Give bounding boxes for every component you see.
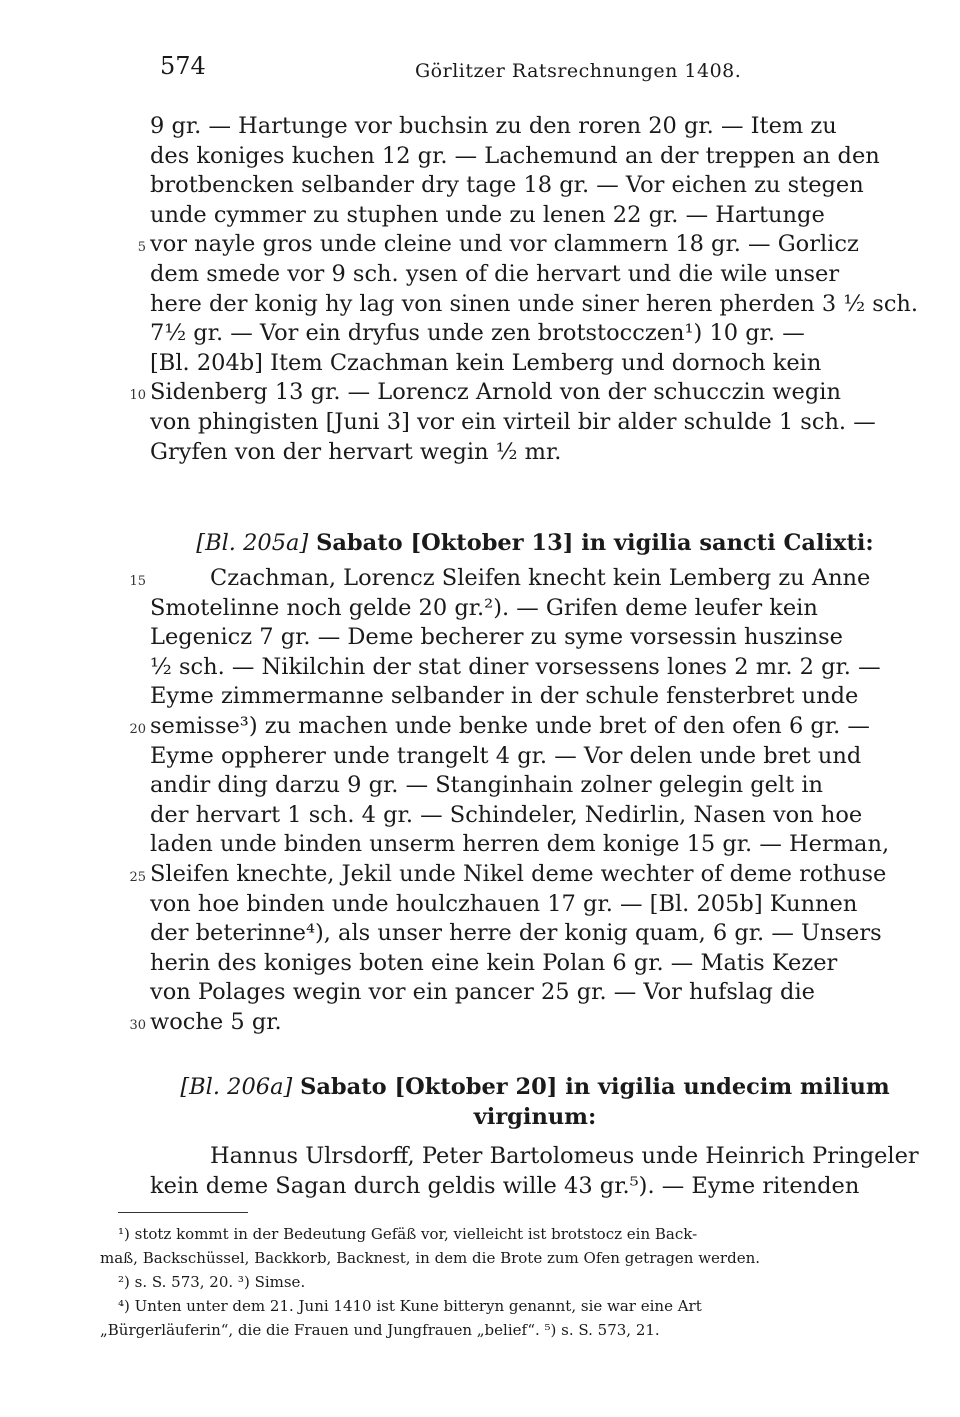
text-line (150, 349, 920, 379)
line-text: des koniges kuchen 12 gr. — Lachemund an der treppen an den (150, 142, 880, 169)
line-text: vor nayle gros unde cleine und vor clammern 18 gr. — Gorlicz (150, 231, 859, 258)
text-line (150, 438, 920, 468)
line-number: 20 (129, 721, 146, 737)
text-line (150, 830, 920, 860)
line-text: [Bl. 204b] Item Czachman kein Lemberg und dornoch kein (150, 349, 822, 376)
text-line (150, 594, 920, 624)
line-text: Czachman, Lorencz Sleifen knecht kein Lemberg zu Anne (210, 565, 871, 591)
text-line (150, 290, 920, 320)
line-text: Legenicz 7 gr. — Deme becherer zu syme vorsessin huszinse (150, 624, 843, 651)
page-header (160, 52, 900, 92)
folio-reference: [Bl. 206a] (180, 1074, 293, 1100)
line-text: von Polages wegin vor ein pancer 25 gr. — Vor hufslag die (150, 979, 815, 1006)
line-text: semisse³) zu machen unde benke unde bret of den ofen 6 gr. — (150, 712, 870, 739)
line-text: unde cymmer zu stuphen unde zu lenen 22 gr. — Hartunge (150, 201, 825, 228)
line-text: kein deme Sagan durch geldis wille 43 gr.⁵). — Eyme ritenden (150, 1172, 860, 1199)
text-line (150, 142, 920, 172)
text-line (150, 890, 920, 920)
line-text: laden unde binden unserm herren dem konige 15 gr. — Herman, (150, 831, 890, 858)
line-text: 7½ gr. — Vor ein dryfus unde zen brotstocczen¹) 10 gr. — (150, 320, 805, 347)
footnote-line: maß, Backschüssel, Backkorb, Backnest, in dem die Brote zum Ofen getragen werden. (100, 1249, 761, 1267)
line-text: woche 5 gr. (150, 1008, 282, 1035)
page-number: 574 (160, 52, 206, 80)
text-line (150, 1172, 920, 1202)
text-line (150, 1142, 920, 1172)
line-number: 15 (129, 574, 146, 589)
line-text: here der konig hy lag von sinen unde siner heren pherden 3 ½ sch. (150, 290, 919, 317)
text-line (150, 742, 920, 772)
line-text: herin des koniges boten eine kein Polan 6 gr. — Matis Kezer (150, 949, 838, 976)
line-text: Eyme zimmermanne selbander in der schule fensterbret unde (150, 683, 859, 710)
running-title: Görlitzer Ratsrechnungen 1408. (415, 60, 742, 82)
footnote-line: „Bürgerläuferin“, die die Frauen und Jungfrauen „belief“. ⁵) s. S. 573, 21. (100, 1321, 660, 1339)
text-line (150, 260, 920, 290)
text-line (129, 860, 920, 890)
line-number: 25 (129, 869, 146, 885)
heading-text-line-1: Sabato [Oktober 20] in vigilia undecim milium (300, 1074, 890, 1100)
text-line (150, 171, 920, 201)
text-line (150, 319, 920, 349)
line-number: 10 (129, 388, 146, 404)
text-line (137, 230, 920, 260)
line-text: Hannus Ulrsdorff, Peter Bartolomeus unde Heinrich Pringeler (210, 1143, 919, 1169)
text-block-1 (129, 112, 920, 467)
text-block-3 (150, 1142, 920, 1201)
footnote-line: ¹) stotz kommt in der Bedeutung Gefäß vor, vielleicht ist brotstocz ein Back- (118, 1225, 698, 1243)
text-line (129, 564, 920, 594)
section-heading-1 (150, 528, 920, 558)
text-block-2 (129, 564, 920, 1038)
footnotes (100, 1222, 920, 1342)
line-text: dem smede vor 9 sch. ysen of die hervart und die wile unser (150, 260, 840, 287)
line-text: ½ sch. — Nikilchin der stat diner vorsessens lones 2 mr. 2 gr. — (150, 653, 881, 680)
line-number: 30 (129, 1017, 146, 1033)
line-text: brotbencken selbander dry tage 18 gr. — Vor eichen zu stegen (150, 172, 864, 199)
line-text: Gryfen von der hervart wegin ½ mr. (150, 438, 562, 465)
footnote-line: ⁴) Unten unter dem 21. Juni 1410 ist Kune bitteryn genannt, sie war eine Art (118, 1297, 702, 1315)
text-line (150, 771, 920, 801)
heading-text-line-2: virginum: (473, 1104, 597, 1130)
text-line (150, 623, 920, 653)
text-line (150, 949, 920, 979)
line-text: der hervart 1 sch. 4 gr. — Schindeler, Nedirlin, Nasen von hoe (150, 801, 863, 828)
line-text: Sleifen knechte, Jekil unde Nikel deme wechter of deme rothuse (150, 860, 887, 887)
line-text: 9 gr. — Hartunge vor buchsin zu den roren 20 gr. — Item zu (150, 113, 837, 139)
text-line (150, 201, 920, 231)
footnote-divider (118, 1212, 248, 1213)
line-text: andir ding darzu 9 gr. — Stanginhain zolner gelegin gelt in (150, 772, 824, 799)
text-line (150, 112, 920, 142)
folio-reference: [Bl. 205a] (196, 530, 309, 556)
line-text: Sidenberg 13 gr. — Lorencz Arnold von der schucczin wegin (150, 379, 841, 406)
text-line (150, 919, 920, 949)
text-line (129, 378, 920, 408)
line-text: der beterinne⁴), als unser herre der konig quam, 6 gr. — Unsers (150, 920, 882, 947)
heading-text: Sabato [Oktober 13] in vigilia sancti Calixti: (316, 530, 874, 556)
text-line (150, 682, 920, 712)
text-line (129, 712, 920, 742)
text-line (150, 408, 920, 438)
text-line (129, 1008, 920, 1038)
line-number: 5 (137, 240, 146, 256)
text-line (150, 653, 920, 683)
section-heading-2 (150, 1072, 920, 1132)
line-text: von hoe binden unde houlczhauen 17 gr. — [Bl. 205b] Kunnen (150, 890, 858, 917)
footnote-line: ²) s. S. 573, 20. ³) Simse. (118, 1273, 306, 1291)
line-text: Smotelinne noch gelde 20 gr.²). — Grifen deme leufer kein (150, 594, 818, 621)
line-text: von phingisten [Juni 3] vor ein virteil bir alder schulde 1 sch. — (150, 408, 876, 435)
text-line (150, 801, 920, 831)
line-text: Eyme oppherer unde trangelt 4 gr. — Vor delen unde bret und (150, 742, 862, 769)
text-line (150, 978, 920, 1008)
